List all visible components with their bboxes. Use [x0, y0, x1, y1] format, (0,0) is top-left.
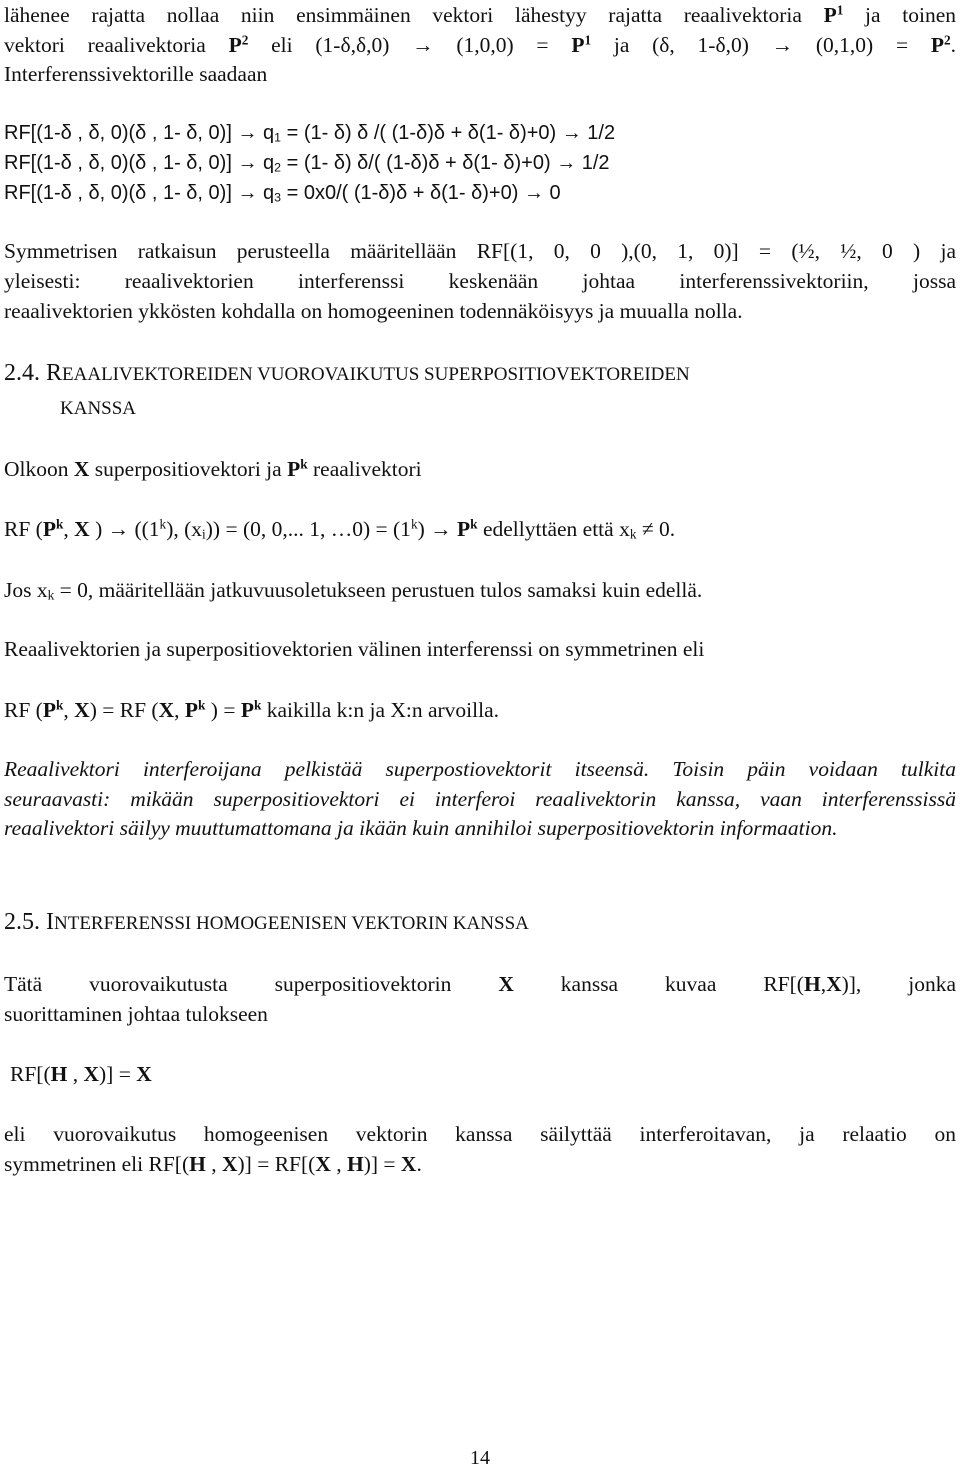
section-2-4-italic-line-3: reaalivektori säilyy muuttumattomana ja ikään kuin annihiloi superpositiovektorin informaation.: [4, 816, 838, 840]
equation-q2: RF[(1-δ , δ, 0)(δ , 1- δ, $0)] \to q_2 = (1-$ δ) δ/( (1-δ)δ + δ(1- δ)+0) → 1/2: [4, 152, 610, 175]
section-2-4-italic-line-1: Reaalivektori interferoijana pelkistää superpostiovektorit itseensä. Toisin päin voidaan tulkita: [4, 757, 956, 781]
section-2-4-symmetric-statement: Reaalivektorien ja superpositiovektorien välinen interferenssi on symmetrinen eli: [4, 637, 705, 661]
page-number: 14: [470, 1447, 490, 1469]
section-2-4-italic-line-2: seuraavasti: mikään superpositiovektori ei interferoi reaalivektorin kanssa, vaan interferenssissä: [4, 787, 956, 811]
section-2-5-paragraph-line-1: Tätä vuorovaikutusta superpositiovektorin X kanssa kuvaa RF[(H,X)], jonka: [4, 972, 956, 996]
symmetry-line-2: yleisesti: reaalivektorien interferenssi keskenään johtaa interferenssivektoriin, jossa: [4, 269, 956, 293]
symmetry-line-1: Symmetrisen ratkaisun perusteella määritellään RF[(1, 0, 0 ),(0, 1, 0)] = (½, ½, 0 ) ja: [4, 239, 956, 263]
section-2-5-paragraph-line-2: suorittaminen johtaa tulokseen: [4, 1002, 268, 1026]
equation-q3: RF[(1-δ , δ, 0)(δ , 1- δ, $0)] \to q_3 = 0x0/$( (1-δ)δ + δ(1- δ)+0) → 0: [4, 182, 561, 205]
equation-q1: RF[(1-δ , δ, 0)(δ , 1- δ, $0)] \to q_1 = (1-$ δ) δ /( (1-δ)δ + δ(1- δ)+0) → 1/2: [4, 122, 616, 145]
section-2-4-heading-line-2: KANSSA: [60, 398, 137, 419]
intro-line-2: vektori reaalivektoria $P^2$ eli $(1-\delta,\delta,0) \to (1,0,0) = P^1$ ja (δ, $1-\delta,0) \to (0,1,0) = P^2$.: [4, 32, 956, 57]
intro-line-3: Interferenssivektorille saadaan: [4, 62, 268, 86]
intro-line-1: lähenee rajatta nollaa niin ensimmäinen vektori lähestyy rajatta reaalivektoria $P^1$ ja toinen: [4, 2, 956, 27]
section-2-4-heading: 2.4. REAALIVEKTOREIDEN VUOROVAIKUTUS SUPERPOSITIOVEKTOREIDEN: [4, 360, 690, 386]
section-2-5-conclusion-line-1: eli vuorovaikutus homogeenisen vektorin kanssa säilyttää interferoitavan, ja relaatio on: [4, 1122, 956, 1146]
section-2-5-heading: 2.5. INTERFERENSSI HOMOGEENISEN VEKTORIN KANSSA: [4, 909, 529, 935]
section-2-5-equation: RF[(H , X)] = X: [10, 1062, 152, 1086]
section-2-4-paragraph-1: Olkoon X superpositiovektori ja $P^k$ reaalivektori: [4, 456, 422, 481]
section-2-5-conclusion-line-2: symmetrinen eli RF[(H , X)] = RF[(X , H)] = X.: [4, 1152, 422, 1176]
section-2-4-symmetric-equation: RF ($P^k$, X) = RF (X, $P^k$ ) = $P^k$ kaikilla k:n ja X:n arvoilla.: [4, 697, 500, 722]
symmetry-line-3: reaalivektorien ykkösten kohdalla on homogeeninen todennäköisyys ja muualla nolla.: [4, 299, 743, 323]
section-2-4-equation: RF ($P^k$, X ) → ($(1^k)$, $(x_i)) = (0$, 0,... 1, …0) = $(1^k) \to P^k$ edellyttäen että $x_k \ne 0$.: [4, 516, 676, 542]
section-2-4-continuity: Jos $x_k = 0$, määritellään jatkuvuusoletukseen perustuen tulos samaksi kuin edellä.: [4, 578, 703, 603]
